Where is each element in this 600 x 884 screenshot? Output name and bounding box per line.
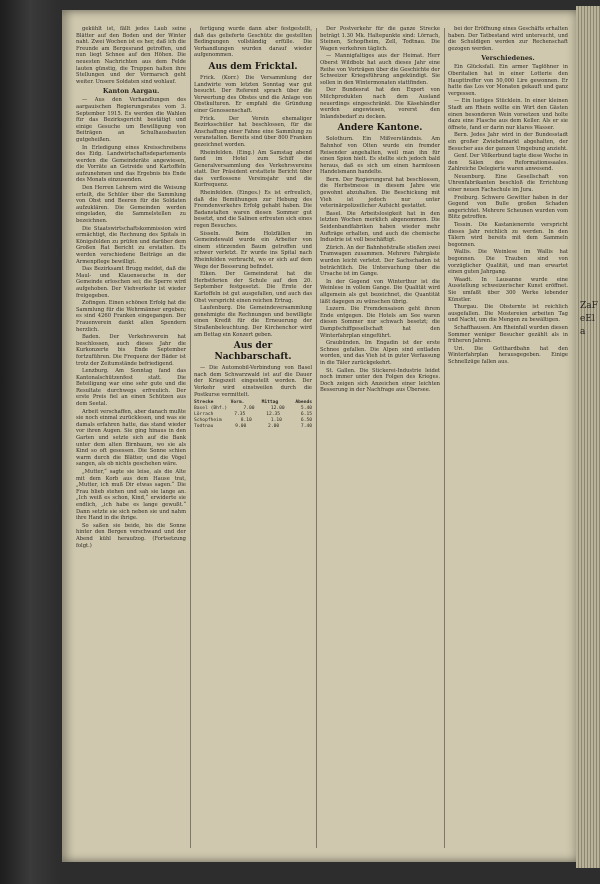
timetable-header-cell: Mittag: [261, 400, 279, 406]
column-divider: [444, 28, 445, 848]
timetable-cell: 1.10: [270, 418, 282, 424]
page-edge-stack: [576, 6, 600, 868]
section-heading: Aus der Nachbarschaft.: [214, 341, 292, 363]
article-paragraph: — Aus den Verhandlungen des aargauischen Regierungsrates vom 3. September 1915. Es werden die Wahlen für das Bezirksgericht bestätigt und einige Gesuche um Bewilligung von Beiträgen an Schulhausbauten gutgeheißen.: [76, 97, 186, 143]
article-paragraph: Eiken. Der Gemeinderat hat die Herbstferien der Schule auf den 20. September festgesetzt. Die Ernte der Kartoffeln ist gut ausgefallen, und auch das Obst verspricht einen reichen Ertrag.: [194, 271, 312, 304]
timetable-row: [194, 424, 312, 430]
adjacent-page-letters: ZaFeEla: [580, 301, 598, 337]
article-paragraph: Basel. Die Arbeitslosigkeit hat in den letzten Wochen merklich abgenommen. Die Seidenbandfabriken haben wieder mehr Aufträge erhalten, und auch die chemische Industrie ist voll beschäftigt.: [320, 210, 440, 244]
timetable: [194, 400, 312, 430]
article-paragraph: Genf. Der Völkerbund tagte diese Woche in den Sälen des Reformationssaales. Zahlreiche Delegierte waren anwesend.: [448, 153, 568, 173]
article-paragraph: Zofingen. Einen schönen Erfolg hat die Sammlung für die Wehrmänner ergeben; es sind 4260 Franken eingegangen. Der Frauenverein dankt allen Spendern herzlich.: [76, 300, 186, 333]
article-paragraph: Rheinfelden. (Eing.) Am Samstag abend fand im Hotel zum Schiff die Generalversammlung des Verkehrsvereins statt. Der Präsident erstattete Bericht über das verflossene Vereinsjahr und die Kurfrequenz.: [194, 149, 312, 189]
article-paragraph: Waadt. In Lausanne wurde eine Ausstellung schweizerischer Kunst eröffnet. Sie umfaßt über 300 Werke lebender Künstler.: [448, 276, 568, 303]
newspaper-page: [62, 10, 582, 862]
subsection-heading: Kanton Aargau.: [102, 87, 160, 96]
article-paragraph: Freiburg. Schwere Gewitter haben in der Gegend von Bulle großen Schaden angerichtet. Mehrere Scheunen wurden vom Blitz getroffen.: [448, 194, 568, 221]
article-paragraph: Der Postverkehr für die ganze Strecke beträgt 1.30 Mk. Haltepunkte sind: Lörrach, Steinen, Schopfheim, Zell, Todtnau. Die Wagen verkehren täglich.: [320, 26, 440, 52]
column-divider: [190, 28, 191, 848]
article-paragraph: Bern. Der Regierungsrat hat beschlossen, die Herbstmesse in diesem Jahre wie gewohnt abzuhalten. Die Beschickung mit Vieh ist jedoch nur unter veterinärpolizeilicher Aufsicht gestattet.: [320, 176, 440, 210]
article-paragraph: Zürich. An der Bahnhofstraße stießen zwei Tramwagen zusammen. Mehrere Fahrgäste wurden leicht verletzt. Der Sachschaden ist beträchtlich. Die Untersuchung über die Ursache ist im Gange.: [320, 244, 440, 278]
article-paragraph: — Die Automobil-Verbindung von Basel nach dem Schwarzwald ist auf die Dauer der Kriegszeit eingestellt worden. Der Verkehr wird einstweilen durch die Postkurse vermittelt.: [194, 365, 312, 398]
timetable-cell: 7.00: [243, 406, 255, 412]
subsection-heading: Verschiedenes.: [481, 54, 535, 63]
article-paragraph: Bern. Jedes Jahr wird in der Bundesstadt ein großer Zwiebelmarkt abgehalten, der Besucher aus der ganzen Umgebung anzieht.: [448, 132, 568, 152]
timetable-cell: Schopfheim: [194, 418, 222, 424]
timetable-header-cell: Strecke: [194, 400, 214, 406]
timetable-cell: Todtnau: [194, 424, 214, 430]
article-paragraph: Arbeit verschaffen, aber danach mußte sie noch einmal zurücklesen, und was sie damals erfahren hatte, das stand wieder vor ihren Augen. Sie ging hinaus in den Garten und setzte sich auf die Bank unter dem alten Birnbaum, wo sie als Kind so oft gesessen. Die Sonne schien warm durch die Blätter, und die Vögel sangen, als ob nichts geschehen wäre.: [76, 408, 186, 468]
article-paragraph: gekühlt ist, fällt jedes Laub seine Blätter auf den Boden und der Winter naht. Zwei Wochen ist es her, daß ich die Freunde am Bergesrand getroffen, und nun liegt Schnee auf den Höhen. Die neuesten Nachrichten aus dem Felde lauten günstig, die Truppen halten ihre Stellungen und der Vormarsch geht weiter. Unsere Soldaten sind wohlauf.: [76, 26, 186, 85]
article-paragraph: Das Bezirksamt Brugg meldet, daß die Maul- und Klauenseuche in der Gemeinde erloschen sei; die Sperre wird aufgehoben. Der Viehverkehr ist wieder freigegeben.: [76, 266, 186, 299]
article-paragraph: So saßen sie beide, bis die Sonne hinter den Bergen verschwand und der Abend kühl heraufzog. (Fortsetzung folgt.): [76, 522, 186, 549]
timetable-header-cell: Abends: [295, 400, 312, 406]
article-paragraph: Luzern. Die Fremdensaison geht ihrem Ende entgegen. Die Hotels am See waren diesen Sommer nur schwach besetzt; die Dampfschiffgesellschaft hat den Winterfahrplan eingeführt.: [320, 306, 440, 339]
column-2: [194, 26, 312, 850]
article-paragraph: Neuenburg. Eine Gesellschaft von Uhrenfabrikanten beschloß die Errichtung einer neuen Fachschule im Jura.: [448, 173, 568, 194]
section-heading: Aus dem Fricktal.: [208, 61, 298, 72]
timetable-header-cell: Vorm.: [230, 400, 245, 406]
article-paragraph: In Erledigung eines Kreisschreibens des Eidg. Landwirtschaftsdepartements werden die Gemeinderäte angewiesen, die Vorräte an Getreide und Kartoffeln aufzunehmen und das Ergebnis bis Ende des Monats einzusenden.: [76, 144, 186, 184]
section-heading: Andere Kantone.: [337, 123, 423, 134]
article-paragraph: „Mutter,“ sagte sie leise, als die Alte mit dem Korb aus dem Hause trat, „Mutter, ich muß Dir etwas sagen.“ Die Frau blieb stehen und sah sie lange an. „Ich weiß es schon, Kind,“ erwiderte sie endlich, „ich habe es lange gewußt.“ Dann setzte sie sich neben sie und nahm ihre Hand in die ihrige.: [76, 469, 186, 522]
article-paragraph: Baden. Der Verkehrsverein hat beschlossen, auch dieses Jahr die Kurkonzerte bis Ende September fortzuführen. Die Frequenz der Bäder ist trotz der Zeitumstände befriedigend.: [76, 334, 186, 367]
column-1: [76, 26, 186, 850]
timetable-cell: 12.35: [266, 412, 281, 418]
article-paragraph: Graubünden. Im Engadin ist der erste Schnee gefallen. Die Alpen sind entladen worden, und das Vieh ist in guter Verfassung in die Täler zurückgekehrt.: [320, 340, 440, 366]
timetable-cell: 5.40: [300, 406, 312, 412]
column-divider: [316, 28, 317, 848]
article-paragraph: Uri. Die Gotthardbahn hat den Winterfahrplan herausgegeben. Einige Schnellzüge fallen aus.: [448, 345, 568, 365]
article-paragraph: Ein Glücksfall. Ein armer Taglöhner in Oberitalien hat in einer Lotterie den Haupttreffer von 50,000 Lire gewonnen. Er hatte das Los vor Monaten gekauft und ganz vergessen.: [448, 64, 568, 97]
article-paragraph: Der Bundesrat hat den Export von Milchprodukten nach dem Ausland neuerdings eingeschränkt. Die Käsehändler werden angewiesen, vorerst den Inlandsbedarf zu decken.: [320, 87, 440, 120]
timetable-cell: Lörrach: [194, 412, 214, 418]
timetable-cell: 8.10: [240, 418, 252, 424]
article-paragraph: Sisseln. Beim Holzfällen im Gemeindewald wurde ein Arbeiter von einem stürzenden Baum getroffen und schwer verletzt. Er wurde ins Spital nach Rheinfelden verbracht, wo er sich auf dem Wege der Besserung befindet.: [194, 230, 312, 270]
article-paragraph: fertigung wurde dann aber festgestellt, daß das gelieferte Geschütz die gestellten Bedingungen vollständig erfülle. Die Verhandlungen wurden darauf wieder aufgenommen.: [194, 26, 312, 59]
article-paragraph: Schaffhausen. Am Rheinfall wurden diesen Sommer weniger Besucher gezählt als in früheren Jahren.: [448, 324, 568, 345]
timetable-cell: 6.50: [300, 418, 312, 424]
timetable-cell: 12.00: [270, 406, 285, 412]
article-paragraph: In der Gegend von Winterthur ist die Weinlese in vollem Gange. Die Qualität wird allgemein als gut bezeichnet, die Quantität läßt dagegen zu wünschen übrig.: [320, 278, 440, 305]
article-paragraph: Thurgau. Die Obsternte ist reichlich ausgefallen. Die Mostereien arbeiten Tag und Nacht, um die Mengen zu bewältigen.: [448, 304, 568, 324]
article-paragraph: bei der Eröffnung eines Geschäfts erhalten haben. Der Tatbestand wird untersucht, und die Schuldigen werden zur Rechenschaft gezogen werden.: [448, 26, 568, 52]
article-paragraph: Frick. (Korr.) Die Versammlung der Landwirte vom letzten Sonntag war gut besucht. Der Referent sprach über die Verwertung des Obstes und die Anlage von Obstkulturen. Er empfahl die Gründung einer Genossenschaft.: [194, 74, 312, 114]
timetable-cell: Basel (Bhf.): [194, 406, 228, 412]
column-4: [448, 26, 568, 850]
timetable-cell: 7.35: [234, 412, 246, 418]
timetable-cell: 6.15: [300, 412, 312, 418]
article-paragraph: Solothurn. Ein Mißverständnis. Am Bahnhof von Olten wurde ein fremder Reisender angehalten, weil man ihn für einen Spion hielt. Es stellte sich jedoch bald heraus, daß es sich um einen harmlosen Handelsmann handelte.: [320, 136, 440, 176]
article-paragraph: Laufenburg. Die Gemeindeversammlung genehmigte die Rechnungen und bewilligte einen Kredit für die Erneuerung der Straßenbeleuchtung. Der Kirchenchor wird am Bettag ein Konzert geben.: [194, 305, 312, 338]
column-3: [320, 26, 440, 850]
article-paragraph: Wallis. Die Weinlese im Wallis hat begonnen. Die Trauben sind von vorzüglicher Qualität, und man erwartet einen guten Jahrgang.: [448, 249, 568, 276]
article-paragraph: — Mannigfaltiges aus der Heimat. Herr Oberst Wildbolz hat auch dieses Jahr eine Reihe von Vorträgen über die Geschichte der Schweizer Kriegsführung angekündigt. Sie sollen in den Wintermonaten stattfinden.: [320, 53, 440, 86]
timetable-cell: 9.00: [235, 424, 247, 430]
article-paragraph: Frick. Der Verein ehemaliger Bezirksschüler hat beschlossen, für die Anschaffung einer Fahne eine Sammlung zu veranstalten. Bereits sind über 800 Franken gezeichnet worden.: [194, 115, 312, 148]
article-paragraph: — Ein lustiges Stücklein. In einer kleinen Stadt am Rhein wollte ein Wirt den Gästen einen besonderen Wein vorsetzen und holte dazu eine Flasche aus dem Keller. Als er sie öffnete, fand er darin nur klares Wasser.: [448, 98, 568, 131]
timetable-cell: 7.40: [300, 424, 312, 430]
article-paragraph: Rheinfelden. (Einges.) Es ist erfreulich, daß die Bemühungen zur Hebung des Fremdenverkehrs Erfolg gehabt haben. Die Badanstalten waren diesen Sommer gut besetzt, und die Salinen erfreuten sich eines regen Besuches.: [194, 190, 312, 230]
timetable-cell: 2.00: [268, 424, 280, 430]
article-paragraph: Lenzburg. Am Sonntag fand das Kantonalschützenfest statt. Die Beteiligung war eine sehr gute und die Resultate durchwegs erfreulich. Der erste Preis fiel an einen Schützen aus dem Seetal.: [76, 368, 186, 408]
article-paragraph: Den Herren Lehrern wird die Weisung erteilt, die Schüler über die Sammlung von Obst und Beeren für die Soldaten aufzuklären. Die Gemeinden werden eingeladen, die Sammelstellen zu bezeichnen.: [76, 185, 186, 225]
article-paragraph: Die Staatswirtschaftskommission wird ermächtigt, die Rechnung des Spitals in Königsfelden zu prüfen und darüber dem Großen Rat Bericht zu erstatten. Es werden verschiedene Beiträge an die Armenpflege bewilligt.: [76, 225, 186, 265]
article-paragraph: St. Gallen. Die Stickerei-Industrie leidet noch immer unter den Folgen des Krieges. Doch zeigen sich Anzeichen einer leichten Besserung in der Nachfrage aus Übersee.: [320, 367, 440, 394]
article-paragraph: Tessin. Die Kastanienernte verspricht dieses Jahr reichlich zu werden. In den Tälern wird bereits mit dem Sammeln begonnen.: [448, 222, 568, 248]
